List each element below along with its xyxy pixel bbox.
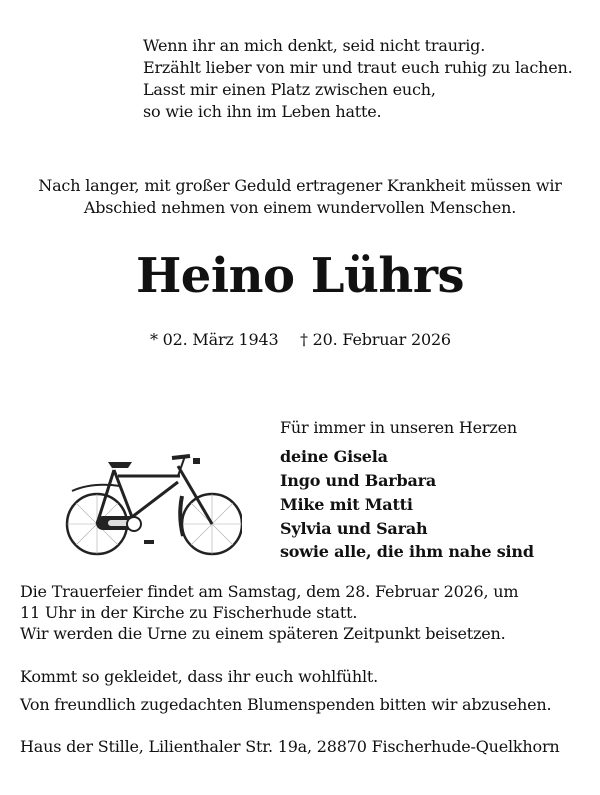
mourner: Sylvia und Sarah xyxy=(280,519,428,538)
mourner: Mike mit Matti xyxy=(280,495,413,514)
bicycle-icon xyxy=(52,446,242,556)
poem-line: Lasst mir einen Platz zwischen euch, xyxy=(143,80,436,99)
intro-line: Abschied nehmen von einem wundervollen Menschen. xyxy=(83,198,517,217)
poem-line: so wie ich ihn im Leben hatte. xyxy=(143,102,382,121)
deceased-name: Heino Lührs xyxy=(135,248,465,304)
mourner: sowie alle, die ihm nahe sind xyxy=(280,542,534,561)
mourner: deine Gisela xyxy=(280,447,388,466)
address: Haus der Stille, Lilienthaler Str. 19a, 28870 Fischerhude-Quelkhorn xyxy=(20,737,560,756)
intro-line: Nach langer, mit großer Geduld ertragener Krankheit müssen wir xyxy=(38,176,562,195)
dress-note: Kommt so gekleidet, dass ihr euch wohlfühlt. xyxy=(20,667,379,686)
birth-date: * 02. März 1943 xyxy=(150,330,279,349)
mourner: Ingo und Barbara xyxy=(280,471,437,490)
poem-line: Wenn ihr an mich denkt, seid nicht traurig. xyxy=(143,36,486,55)
ceremony-line: 11 Uhr in der Kirche zu Fischerhude statt. xyxy=(20,603,358,622)
flowers-note: Von freundlich zugedachten Blumenspenden bitten wir abzusehen. xyxy=(20,695,552,714)
poem-line: Erzählt lieber von mir und traut euch ruhig zu lachen. xyxy=(143,58,573,77)
death-date: † 20. Februar 2026 xyxy=(300,330,451,349)
ceremony-line: Wir werden die Urne zu einem späteren Zeitpunkt beisetzen. xyxy=(20,624,506,643)
ceremony-line: Die Trauerfeier findet am Samstag, dem 28. Februar 2026, um xyxy=(20,582,519,601)
mourners-heading: Für immer in unseren Herzen xyxy=(280,418,517,437)
